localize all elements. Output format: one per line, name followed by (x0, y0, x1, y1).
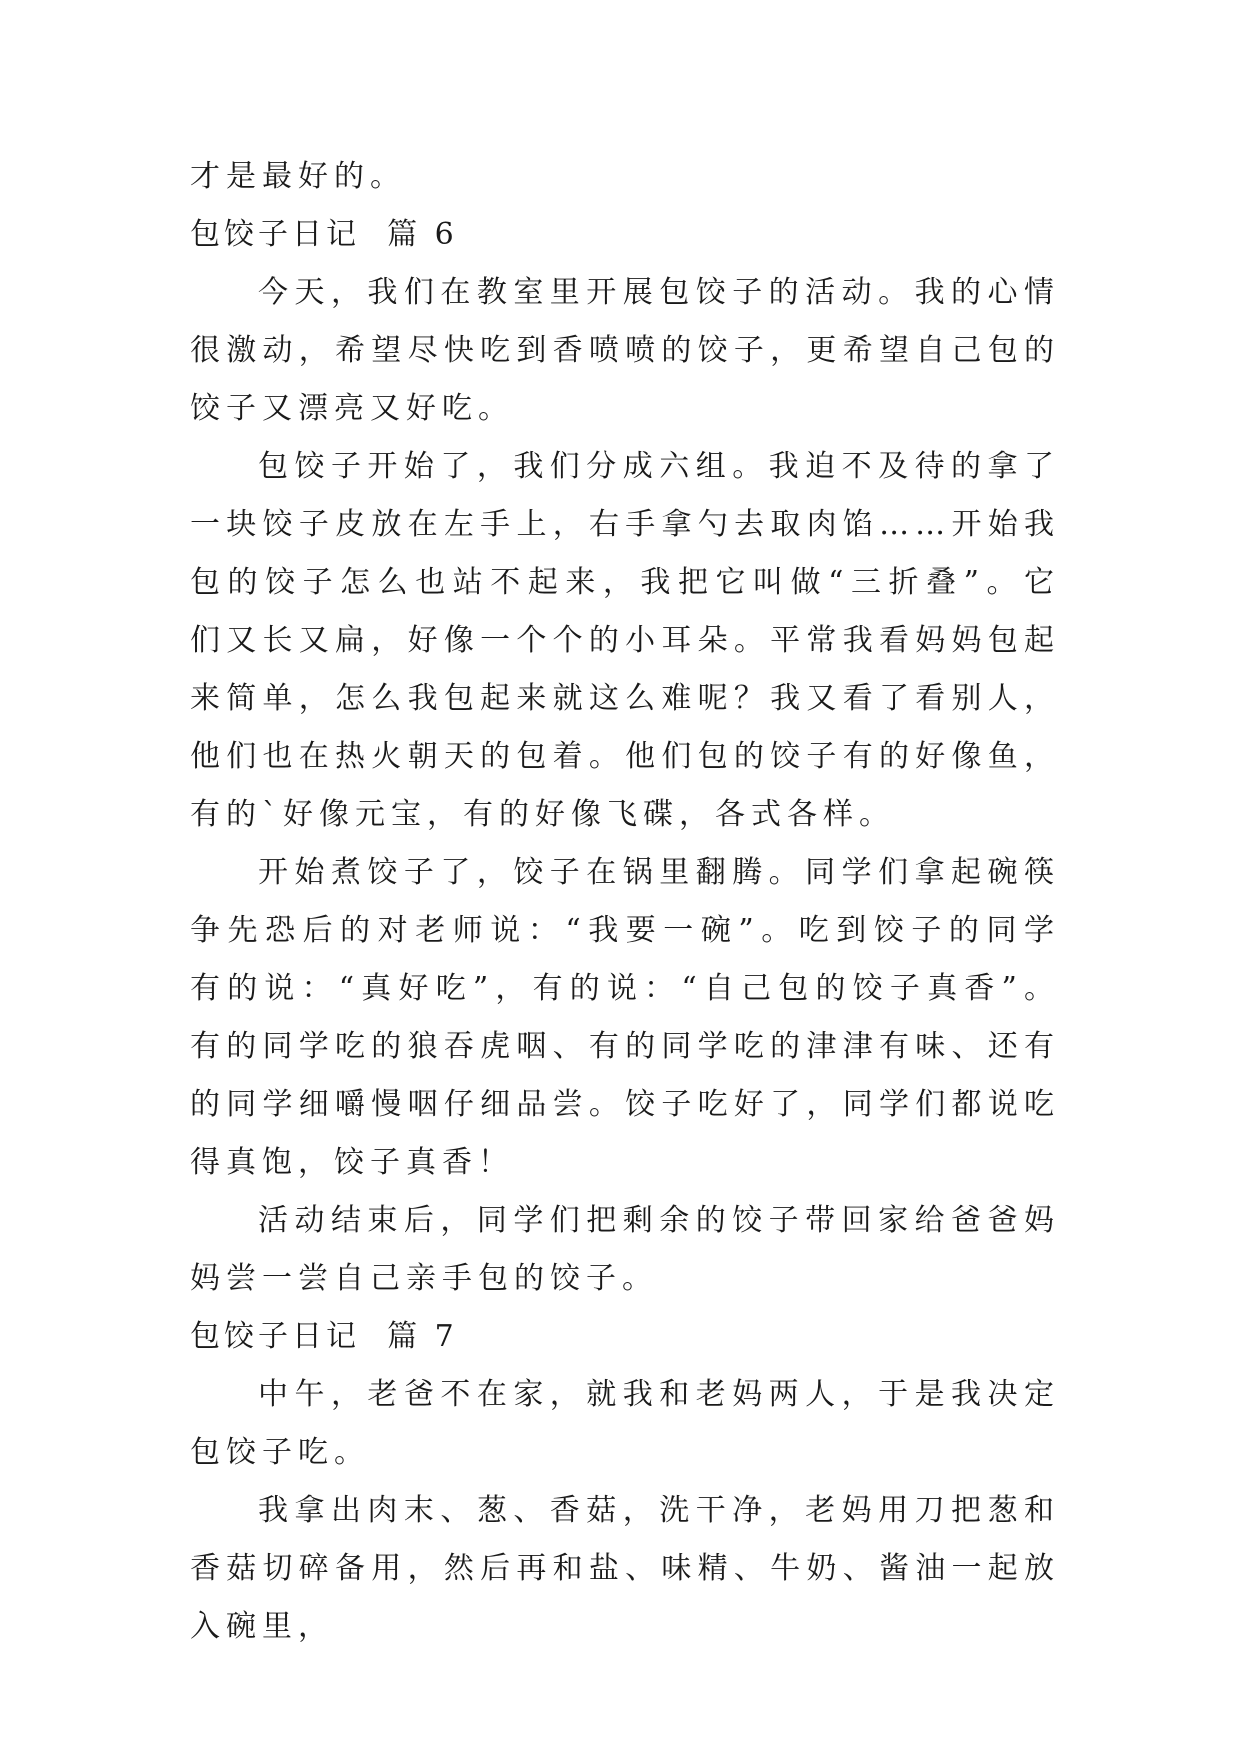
paragraph-cooking: 开始煮饺子了，饺子在锅里翻腾。同学们拿起碗筷争先恐后的对老师说：“我要一碗”。吃到饺子的同学有的说：“真好吃”，有的说：“自己包的饺子真香”。有的同学吃的狼吞虎咽、有的同学吃的津津有味、还有的同学细嚼慢咽仔细品尝。饺子吃好了，同学们都说吃得真饱，饺子真香！ (190, 855, 1060, 1180)
paragraph-ending: 活动结束后，同学们把剩余的饺子带回家给爸爸妈妈尝一尝自己亲手包的饺子。 (190, 1203, 1060, 1296)
paragraph-making: 包饺子开始了，我们分成六组。我迫不及待的拿了一块饺子皮放在左手上，右手拿勺去取肉馅……开始我包的饺子怎么也站不起来，我把它叫做“三折叠”。它们又长又扁，好像一个个的小耳朵。平常我看妈妈包起来简单，怎么我包起来就这么难呢？我又看了看别人，他们也在热火朝天的包着。他们包的饺子有的好像鱼，有的`好像元宝，有的好像飞碟，各式各样。 (190, 449, 1060, 832)
paragraph-intro: 今天，我们在教室里开展包饺子的活动。我的心情很激动，希望尽快吃到香喷喷的饺子，更希望自己包的饺子又漂亮又好吃。 (190, 275, 1060, 426)
text-line-continuation: 才是最好的。 (190, 159, 406, 194)
section-title-6: 包饺子日记 篇 6 (190, 217, 458, 252)
section-title-7: 包饺子日记 篇 7 (190, 1319, 458, 1354)
paragraph-noon: 中午，老爸不在家，就我和老妈两人，于是我决定包饺子吃。 (190, 1377, 1060, 1470)
document-body (190, 148, 1060, 1656)
paragraph-prep: 我拿出肉末、葱、香菇，洗干净，老妈用刀把葱和香菇切碎备用，然后再和盐、味精、牛奶、酱油一起放入碗里， (190, 1493, 1060, 1644)
